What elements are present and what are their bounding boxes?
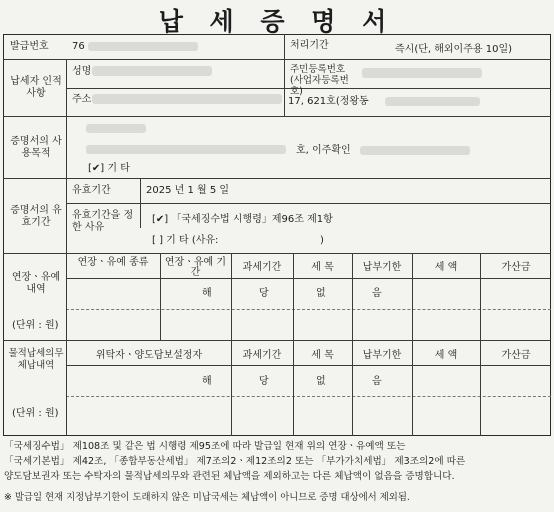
row-divider	[66, 278, 551, 279]
redacted-area	[360, 146, 470, 155]
check-mark-icon: ✔	[91, 163, 101, 174]
trustee-cell: 당	[259, 376, 269, 387]
deferral-section-label: 연장ㆍ유예 내역	[11, 272, 61, 295]
processing-period-label: 처리기간	[290, 40, 329, 51]
purpose-other-label: 기 타	[107, 163, 130, 174]
document-title: 납 세 증 명 서	[158, 7, 396, 36]
footer-note: ※ 발급일 현재 지정납부기한이 도래하지 않은 미납국세는 체납액이 아니므로 증명 대상에서 제외됨.	[4, 492, 410, 503]
footer-line: 「국세기본법」 제42조, 「종합부동산세법」 제7조의2ㆍ제12조의2 또는 「부가가치세법」 제3조의2에 따른	[4, 456, 466, 467]
redacted-area	[86, 145, 286, 154]
purpose-other-checkbox[interactable]: [✔] 기 타	[88, 163, 130, 174]
validity-section-label: 증명서의 유효기간	[10, 205, 62, 228]
redacted-area	[86, 124, 146, 133]
trustee-cell: 음	[372, 376, 382, 387]
deferral-header: 가산금	[501, 262, 531, 273]
reason-other: [ ] 기 타 (사유:	[152, 235, 219, 246]
col-divider	[284, 34, 285, 116]
reason-label: 유효기간을 정한 사유	[72, 210, 134, 233]
issue-no-value: 76	[72, 41, 85, 52]
col-divider	[160, 253, 161, 340]
address-value: 17, 621호(정왕동	[288, 96, 369, 107]
row-divider	[3, 253, 551, 254]
row-divider	[66, 203, 551, 204]
deferral-header: 납부기한	[362, 262, 402, 273]
trustee-header: 위탁자ㆍ양도담보설정자	[95, 350, 203, 361]
col-divider	[352, 253, 353, 436]
redacted-area	[88, 42, 198, 51]
row-divider	[3, 59, 551, 60]
row-divider	[66, 396, 551, 397]
issue-no-label: 발급번호	[10, 41, 49, 52]
trustee-cell: 없	[316, 376, 326, 387]
period-label: 유효기간	[72, 185, 111, 196]
purpose-line2-suffix: 호, 이주확인	[296, 145, 351, 156]
deferral-header: 연장ㆍ유예 기 간	[164, 257, 227, 278]
reason-close: )	[320, 235, 324, 246]
trustee-header: 가산금	[501, 350, 531, 361]
address-label: 주소	[72, 94, 92, 105]
name-label: 성명	[72, 66, 92, 77]
deferral-header: 세 액	[434, 262, 458, 273]
footer-line: 양도담보권자 또는 수탁자의 물적납세의무와 관련된 체납액을 제외하고는 다른 체납액이 없음을 증명합니다.	[4, 471, 455, 482]
trustee-header: 세 목	[311, 350, 334, 361]
id-label: 주민등록번호 (사업자등록번호)	[290, 64, 349, 97]
trustee-section-label: 물적납세의무 체납내역	[8, 348, 64, 371]
trustee-header: 납부기한	[362, 350, 402, 361]
deferral-header: 연장ㆍ유예 종류	[77, 257, 149, 268]
row-divider	[66, 309, 551, 310]
row-divider	[3, 178, 551, 179]
col-divider	[66, 59, 67, 436]
check-mark-icon: ✔	[155, 214, 165, 225]
processing-period-value: 즉시(단, 해외이주용 10일)	[395, 44, 513, 55]
row-divider	[3, 340, 551, 341]
deferral-header: 과세기간	[242, 262, 282, 273]
redacted-area	[362, 68, 482, 78]
reason-checkbox[interactable]: [✔] 「국세징수법 시행령」제96조 제1항	[152, 214, 333, 225]
deferral-cell: 당	[259, 288, 269, 299]
deferral-header: 세 목	[311, 262, 334, 273]
reason-text: 「국세징수법 시행령」제96조 제1항	[171, 214, 333, 225]
deferral-cell: 없	[316, 288, 326, 299]
trustee-header: 과세기간	[242, 350, 282, 361]
purpose-section-label: 증명서의 사용목적	[10, 136, 62, 159]
trustee-cell: 해	[202, 376, 212, 387]
row-divider	[3, 116, 551, 117]
col-divider	[293, 253, 294, 436]
redacted-area	[92, 66, 212, 76]
deferral-cell: 음	[372, 288, 382, 299]
redacted-area	[92, 94, 282, 104]
row-divider	[66, 365, 551, 366]
col-divider	[231, 253, 232, 436]
footer-line: 「국세징수법」 제108조 및 같은 법 시행령 제95조에 따라 발급일 현재 위의 연장ㆍ유예액 또는	[4, 441, 406, 452]
col-divider	[480, 253, 481, 436]
col-divider	[412, 253, 413, 436]
redacted-area	[385, 97, 480, 106]
deferral-unit: (단위 : 원)	[12, 320, 59, 331]
trustee-unit: (단위 : 원)	[12, 408, 59, 419]
taxpayer-section-label: 납세자 인적사항	[10, 76, 62, 99]
period-value: 2025 년 1 월 5 일	[146, 185, 230, 196]
col-divider	[140, 178, 141, 228]
deferral-cell: 해	[202, 288, 212, 299]
trustee-header: 세 액	[434, 350, 458, 361]
